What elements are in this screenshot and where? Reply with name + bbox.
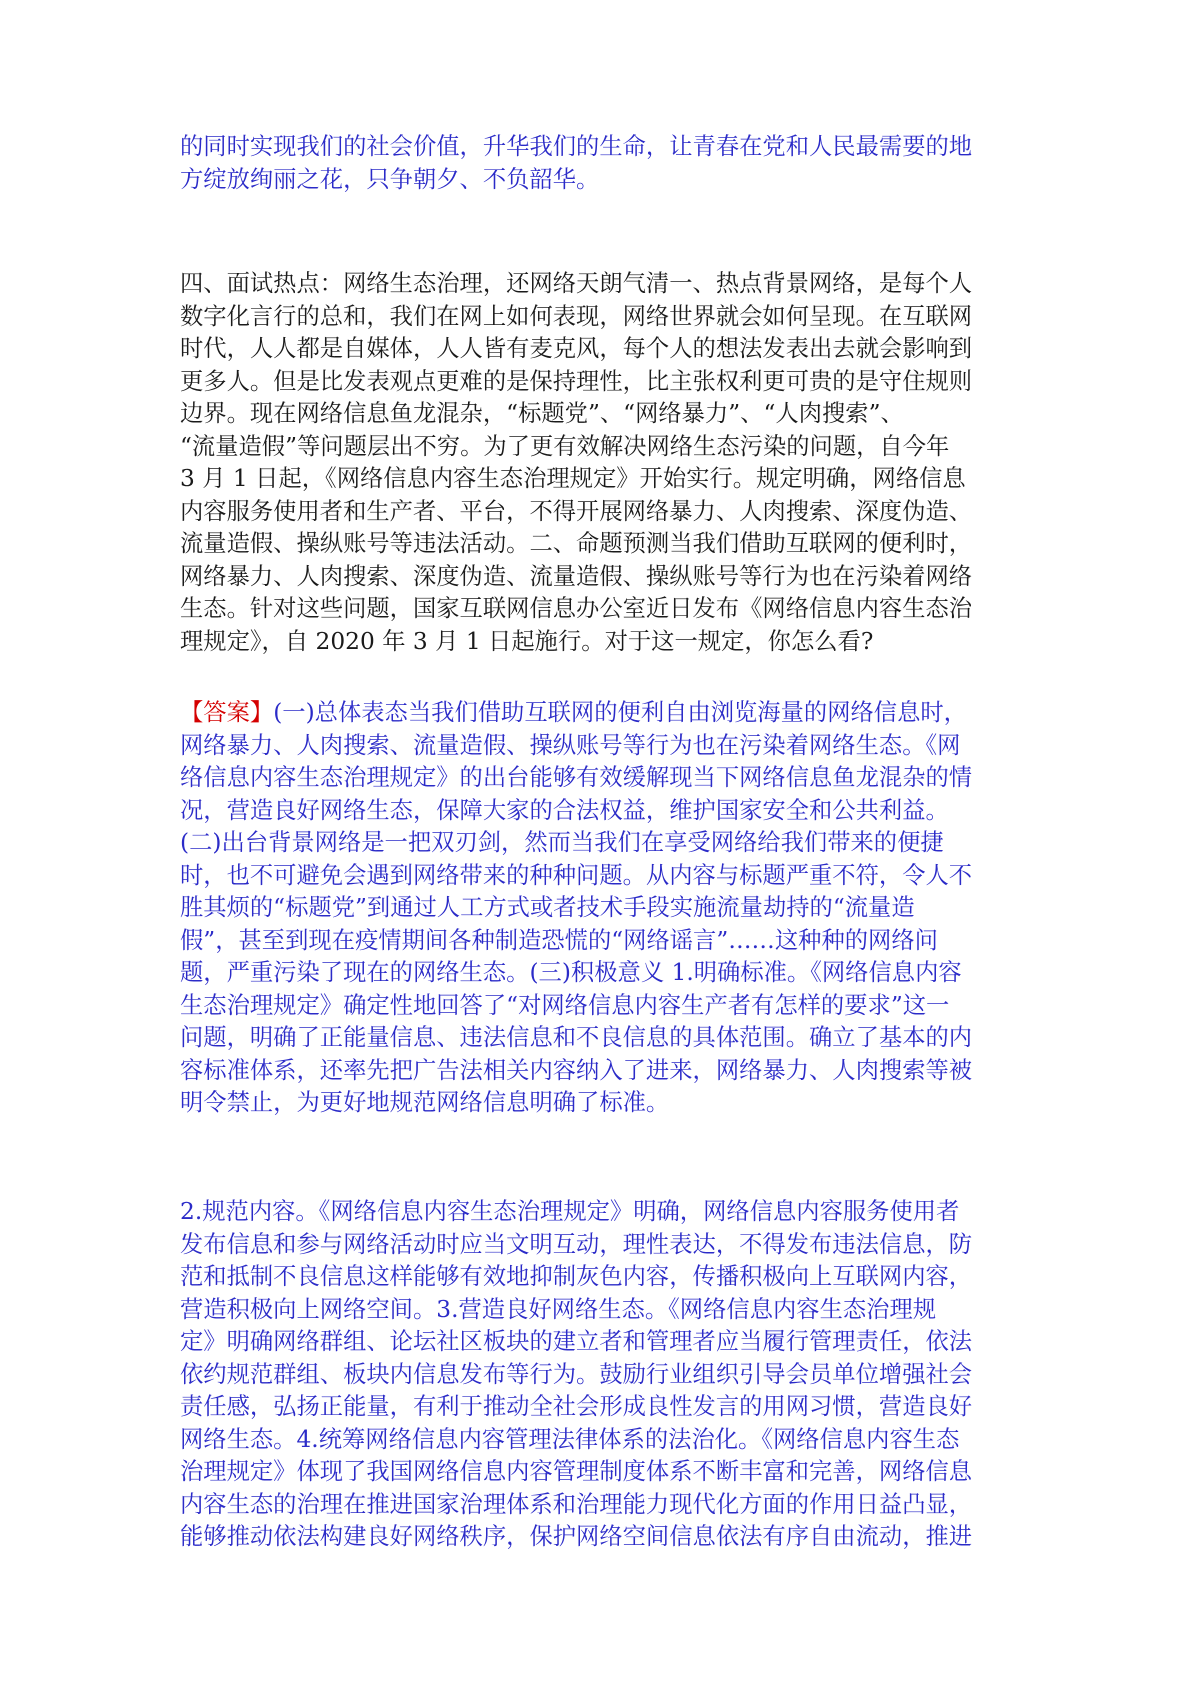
answer-first-line-text: (一)总体表态当我们借助互联网的便利自由浏览海量的网络信息时， <box>273 699 967 726</box>
text-line: 容标准体系，还率先把广告法相关内容纳入了进来，网络暴力、人肉搜索等被 <box>180 1056 973 1084</box>
text-line: 网络暴力、人肉搜索、深度伪造、流量造假、操纵账号等行为也在污染着网络 <box>180 562 973 590</box>
text-line: 况，营造良好网络生态，保障大家的合法权益，维护国家安全和公共利益。 <box>180 796 949 824</box>
text-line: 范和抵制不良信息这样能够有效地抑制灰色内容，传播积极向上互联网内容， <box>180 1263 973 1290</box>
text-line: 内容服务使用者和生产者、平台，不得开展网络暴力、人肉搜索、深度伪造、 <box>180 497 973 525</box>
text-line: 内容生态的治理在推进国家治理体系和治理能力现代化方面的作用日益凸显， <box>180 1490 973 1518</box>
answer-first-line <box>180 697 998 730</box>
continuation-paragraph <box>180 1196 998 1554</box>
text-line: “流量造假”等问题层出不穷。为了更有效解决网络生态污染的问题，自今年 <box>180 432 950 460</box>
text-line: 明令禁止，为更好地规范网络信息明确了标准。 <box>180 1089 670 1116</box>
text-line: 治理规定》体现了我国网络信息内容管理制度体系不断丰富和完善，网络信息 <box>180 1458 973 1485</box>
text-line: 网络暴力、人肉搜索、流量造假、操纵账号等行为也在污染着网络生态。《网 <box>180 731 961 759</box>
text-line: 时，也不可避免会遇到网络带来的种种问题。从内容与标题严重不符，令人不 <box>180 861 973 889</box>
text-line: 边界。现在网络信息鱼龙混杂，“标题党”、“网络暴力”、“人肉搜索”、 <box>180 400 904 427</box>
text-line: 胜其烦的“标题党”到通过人工方式或者技术手段实施流量劫持的“流量造 <box>180 894 915 921</box>
text-line: 依约规范群组、板块内信息发布等行为。鼓励行业组织引导会员单位增强社会 <box>180 1360 973 1388</box>
text-line: 生态治理规定》确定性地回答了“对网络信息内容生产者有怎样的要求”这一 <box>180 991 950 1019</box>
text-line: 四、面试热点：网络生态治理，还网络天朗气清一、热点背景网络，是每个人 <box>180 270 973 297</box>
text-line: 问题，明确了正能量信息、违法信息和不良信息的具体范围。确立了基本的内 <box>180 1024 973 1051</box>
text-line: (二)出台背景网络是一把双刃剑，然而当我们在享受网络给我们带来的便捷 <box>180 829 944 856</box>
question-paragraph <box>180 268 998 658</box>
text-line: 时代，人人都是自媒体，人人皆有麦克风，每个人的想法发表出去就会影响到 <box>180 335 973 362</box>
answer-label: 【答案】 <box>180 699 274 726</box>
text-line: 生态。针对这些问题，国家互联网信息办公室近日发布《网络信息内容生态治 <box>180 595 973 622</box>
text-line: 络信息内容生态治理规定》的出台能够有效缓解现当下网络信息鱼龙混杂的情 <box>180 764 973 791</box>
text-line: 的同时实现我们的社会价值，升华我们的生命，让青春在党和人民最需要的地 <box>180 133 973 160</box>
text-line: 营造积极向上网络空间。3.营造良好网络生态。《网络信息内容生态治理规 <box>180 1295 937 1323</box>
text-line: 更多人。但是比发表观点更难的是保持理性，比主张权利更可贵的是守住规则 <box>180 367 973 395</box>
intro-paragraph <box>180 131 998 196</box>
text-line: 网络生态。4.统筹网络信息内容管理法律体系的法治化。《网络信息内容生态 <box>180 1425 960 1453</box>
text-line: 流量造假、操纵账号等违法活动。二、命题预测当我们借助互联网的便利时， <box>180 530 973 557</box>
text-line: 2.规范内容。《网络信息内容生态治理规定》明确，网络信息内容服务使用者 <box>180 1198 960 1225</box>
text-line: 方绽放绚丽之花，只争朝夕、不负韶华。 <box>180 165 600 193</box>
text-line: 责任感，弘扬正能量，有利于推动全社会形成良性发言的用网习惯，营造良好 <box>180 1393 973 1420</box>
text-line: 3 月 1 日起，《网络信息内容生态治理规定》开始实行。规定明确，网络信息 <box>180 465 966 492</box>
text-line: 理规定》，自 2020 年 3 月 1 日起施行。对于这一规定，你怎么看? <box>180 627 874 655</box>
text-line: 发布信息和参与网络活动时应当文明互动，理性表达，不得发布违法信息，防 <box>180 1230 973 1258</box>
text-line: 定》明确网络群组、论坛社区板块的建立者和管理者应当履行管理责任，依法 <box>180 1328 973 1355</box>
text-line: 题，严重污染了现在的网络生态。(三)积极意义 1.明确标准。《网络信息内容 <box>180 959 962 986</box>
text-line: 数字化言行的总和，我们在网上如何表现，网络世界就会如何呈现。在互联网 <box>180 302 973 330</box>
text-line: 能够推动依法构建良好网络秩序，保护网络空间信息依法有序自由流动，推进 <box>180 1523 973 1550</box>
text-line: 假”，甚至到现在疫情期间各种制造恐慌的“网络谣言”……这种种的网络问 <box>180 926 938 954</box>
answer-paragraph <box>180 697 998 1120</box>
